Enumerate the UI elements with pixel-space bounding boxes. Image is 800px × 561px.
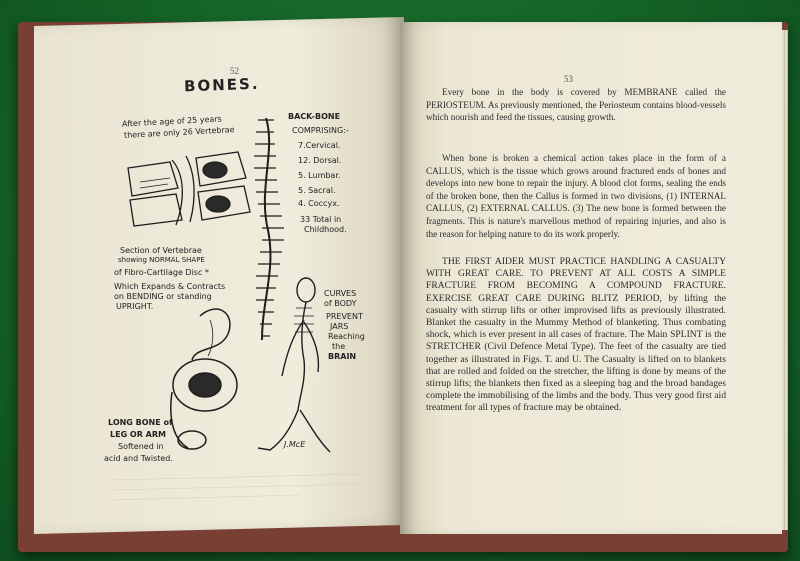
long-bone-2: LEG OR ARM: [110, 430, 166, 439]
long-bone-1: LONG BONE of: [108, 418, 173, 427]
curves-7: BRAIN: [328, 352, 357, 361]
paragraph-1-text: Every bone in the body is covered by MEMBRANE called the PERIOSTEUM. As previously mentioned, the Periosteum contains blood-vessels which nourish and feed the tissues, causing growth.: [426, 87, 726, 123]
signature: J.McE: [284, 440, 306, 449]
paragraph-2-text: When bone is broken a chemical action takes place in the form of a CALLUS, which is the tissue which grows around fractured ends of bones and develops into new bone to repair the injury. A blood clot forms, sealing the ends of the broken bone, then the Callus is formed in two divisions, (1) INTERNAL CALLUS, (2) EXTERNAL CALLUS. (3) The new bone is formed between the fragments. This is nature's marvellous method of repairing injuries, and also is the reason for helping nature to do its work properly.: [426, 153, 726, 239]
disc-label-3: on BENDING or standing: [114, 292, 212, 301]
after-age-line-1: After the age of 25 years: [121, 114, 223, 129]
curves-4: JARS: [330, 322, 349, 331]
left-page-number: 52: [230, 66, 239, 76]
backbone-item-dorsal: 12. Dorsal.: [298, 156, 342, 165]
after-age-line-2: there are only 26 Vertebrae: [123, 125, 235, 140]
backbone-total-1: 33 Total in: [300, 215, 342, 224]
backbone-item-lumbar: 5. Lumbar.: [298, 171, 341, 180]
long-bone-4: acid and Twisted.: [104, 454, 173, 463]
long-bone-3: Softened in: [118, 442, 164, 451]
backbone-heading-1: BACK-BONE: [288, 112, 341, 121]
bones-title: BONES.: [183, 74, 260, 96]
backbone-heading-2: COMPRISING:-: [292, 126, 349, 135]
curves-2: of BODY: [324, 299, 357, 308]
disc-label-1: of Fibro-Cartilage Disc *: [114, 268, 209, 277]
backbone-item-cervical: 7.Cervical.: [298, 141, 341, 150]
curves-6: the: [332, 342, 346, 351]
backbone-total-2: Childhood.: [304, 225, 347, 234]
paragraph-periosteum: [426, 86, 726, 124]
disc-label-4: UPRIGHT.: [116, 302, 154, 311]
paragraph-first-aider: [426, 256, 726, 415]
section-label-2: showing NORMAL SHAPE: [118, 256, 205, 264]
backbone-item-coccyx: 4. Coccyx.: [298, 199, 340, 208]
backbone-item-sacral: 5. Sacral.: [298, 186, 336, 195]
paragraph-callus: [426, 152, 726, 240]
curves-5: Reaching: [328, 332, 365, 341]
curves-3: PREVENT: [326, 312, 363, 321]
left-page: [34, 17, 404, 534]
curves-1: CURVES: [324, 289, 357, 298]
section-label-1: Section of Vertebrae: [120, 246, 202, 255]
paragraph-3-text: THE FIRST AIDER MUST PRACTICE HANDLING A CASUALTY WITH GREAT CARE. TO PREVENT AT ALL COSTS A SIMPLE FRACTURE FROM BECOMING A COMPOUND FRACTURE. EXERCISE GREAT CARE DURING BLITZ PERIOD, by lifting the casualty with stirrup lifts or other improvised lifts as previously illustrated. Blanket the casualty in the Mummy Method of blanketing. Thus combating shock, which is ever present in all cases of fracture. The Main SPLINT is the STRETCHER (Civil Defence Metal Type). The feet of the casualty are tied together as illustrated in Figs. T. and U. The Casualty is lifted on to blankets that are rolled and folded on the stretcher, the lifting is done by means of the stirrup lifts; the blankets then fixed as a sleeping bag and the broad bandages complete the immobilising of the limbs and the body. Thus very good first aid treatment for all types of fracture may be obtained.: [426, 256, 726, 414]
right-page-number: 53: [564, 74, 573, 84]
disc-label-2: Which Expands & Contracts: [114, 282, 226, 291]
